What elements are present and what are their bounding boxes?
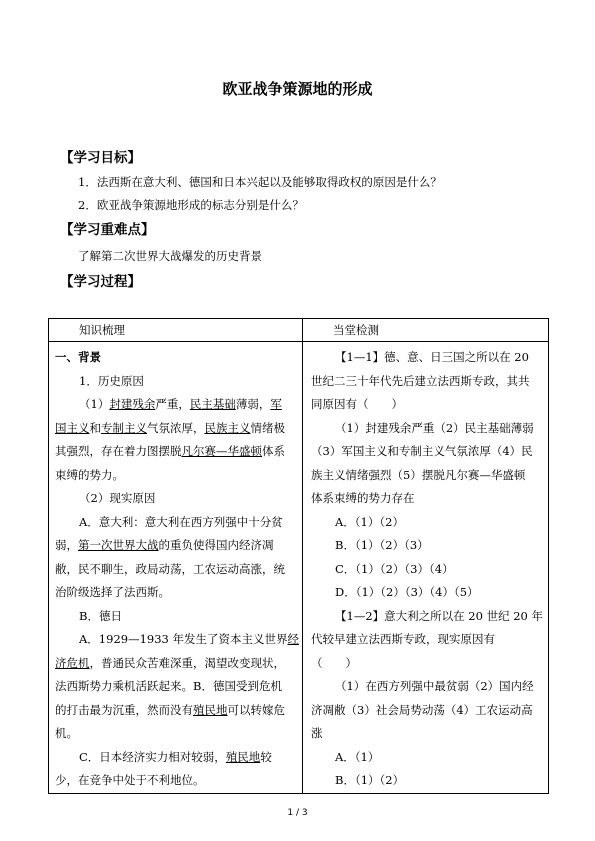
question-line: （1）封建残余严重（2）民主基础薄弱 bbox=[335, 420, 534, 435]
text-line: 治阶级选择了法西斯。 bbox=[55, 585, 170, 599]
keypoints-heading: 【学习重难点】 bbox=[60, 222, 155, 238]
objective-item: 1．法西斯在意大利、德国和日本兴起以及能够取得政权的原因是什么？ bbox=[78, 175, 442, 189]
col-header-left: 知识梳理 bbox=[49, 319, 303, 342]
text-line: 弱，第一次世界大战的重负使得国内经济凋 bbox=[55, 538, 274, 552]
question-line: 代较早建立法西斯专政，现实原因有 bbox=[311, 632, 495, 646]
question-line: （1）在西方列强中最贫弱（2）国内经 bbox=[335, 679, 534, 693]
objective-item: 2．欧亚战争策源地形成的标志分别是什么？ bbox=[78, 198, 304, 212]
page-title: 欧亚战争策源地的形成 bbox=[222, 80, 373, 98]
question-line: 同原因有（ ） bbox=[311, 397, 403, 411]
exercise-cell bbox=[303, 342, 549, 794]
text-line: 束缚的势力。 bbox=[55, 467, 124, 482]
text-line: A．1929—1933 年发生了资本主义世界经 bbox=[79, 632, 299, 646]
section-heading: 一、背景 bbox=[55, 350, 101, 364]
page-number: 1 / 3 bbox=[287, 808, 308, 818]
process-heading: 【学习过程】 bbox=[60, 274, 141, 290]
text-line: 机。 bbox=[55, 726, 78, 740]
text-line: 其强烈，存在着力图摆脱凡尔赛—华盛顿体系 bbox=[55, 444, 285, 458]
subheading: （2）现实原因 bbox=[79, 491, 156, 505]
answer-option: D．（1）（2）（3）（4）（5） bbox=[335, 585, 479, 599]
answer-option: A．（1） bbox=[335, 749, 380, 764]
knowledge-cell bbox=[49, 342, 303, 794]
col-header-right: 当堂检测 bbox=[303, 319, 549, 342]
question-line: 世纪二三十年代先后建立法西斯专政，其共 bbox=[311, 373, 530, 388]
text-line: A．意大利：意大利在西方列强中十分贫 bbox=[79, 514, 283, 529]
answer-option: B．（1）（2） bbox=[335, 773, 405, 787]
text-line: 敝，民不聊生，政局动荡，工农运动高涨，统 bbox=[55, 561, 285, 576]
text-line: C．日本经济实力相对较弱，殖民地较 bbox=[79, 749, 272, 764]
text-line: 少，在竞争中处于不利地位。 bbox=[55, 773, 205, 787]
keypoints-text: 了解第二次世界大战爆发的历史背景 bbox=[78, 249, 262, 263]
text-line: 法西斯势力乘机活跃起来。B．德国受到危机 bbox=[55, 679, 282, 693]
question-line: 体系束缚的势力存在 bbox=[311, 491, 415, 505]
question-line: 【1—2】意大利之所以在 20 世纪 20 年 bbox=[335, 608, 544, 623]
text-line: 的打击最为沉重，然而没有殖民地可以转嫁危 bbox=[55, 702, 285, 717]
answer-option: A．（1）（2） bbox=[335, 514, 404, 529]
question-line: 涨 bbox=[311, 726, 323, 740]
question-line: 族主义情绪强烈（5）摆脱凡尔赛—华盛顿 bbox=[311, 467, 526, 482]
question-line: （3）军国主义和专制主义气氛浓厚（4）民 bbox=[311, 444, 533, 458]
text-line: 国主义和专制主义气氛浓厚，民族主义情绪极 bbox=[55, 420, 285, 435]
text-line: （1）封建残余严重，民主基础薄弱，军 bbox=[79, 397, 282, 411]
subheading: 1．历史原因 bbox=[79, 373, 144, 388]
answer-option: B．（1）（2）（3） bbox=[335, 538, 429, 552]
objectives-heading: 【学习目标】 bbox=[60, 150, 141, 166]
answer-option: C．（1）（2）（3）（4） bbox=[335, 561, 454, 576]
question-line: 【1—1】德、意、日三国之所以在 20 bbox=[335, 350, 529, 364]
study-table bbox=[48, 318, 549, 794]
question-line: 济凋敝（3）社会局势动荡（4）工农运动高 bbox=[311, 702, 533, 717]
question-line: （ ） bbox=[311, 655, 357, 670]
text-line: 济危机，普通民众苦难深重，渴望改变现状， bbox=[55, 655, 285, 670]
text-line: B．德日 bbox=[79, 608, 122, 623]
